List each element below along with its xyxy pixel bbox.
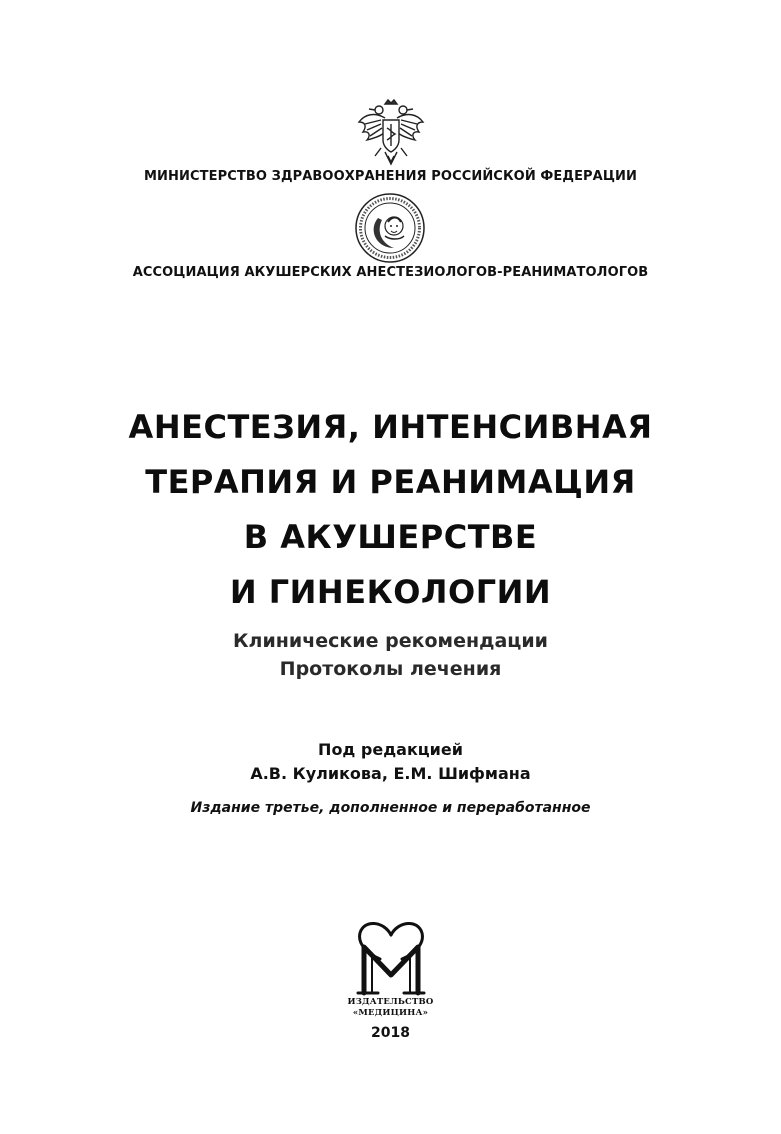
publisher-line: ИЗДАТЕЛЬСТВО [347,997,434,1007]
medicina-publisher-logo-icon [350,913,432,997]
title-line: АНЕСТЕЗИЯ, ИНТЕНСИВНАЯ [128,408,653,446]
publication-year: 2018 [371,1025,410,1041]
subtitle-line: Протоколы лечения [279,658,502,680]
edition-note: Издание третье, дополненное и переработанное [190,800,591,816]
subtitle-line: Клинические рекомендации [233,630,548,652]
association-round-logo-icon [354,192,426,264]
ministry-name: МИНИСТЕРСТВО ЗДРАВООХРАНЕНИЯ РОССИЙСКОЙ ФЕДЕРАЦИИ [144,169,637,184]
publisher-line: «МЕДИЦИНА» [352,1008,429,1018]
association-name: АССОЦИАЦИЯ АКУШЕРСКИХ АНЕСТЕЗИОЛОГОВ-РЕАНИМАТОЛОГОВ [132,265,649,280]
title-line: И ГИНЕКОЛОГИИ [229,573,552,611]
double-headed-eagle-emblem-icon [355,98,427,168]
title-line: ТЕРАПИЯ И РЕАНИМАЦИЯ [145,463,636,501]
title-line: В АКУШЕРСТВЕ [243,518,538,556]
publisher-name [0,997,781,1019]
book-title [0,400,781,620]
book-subtitle [0,627,781,683]
editor-label: Под редакцией [318,740,463,759]
editor-names: А.В. Куликова, Е.М. Шифмана [250,764,531,783]
